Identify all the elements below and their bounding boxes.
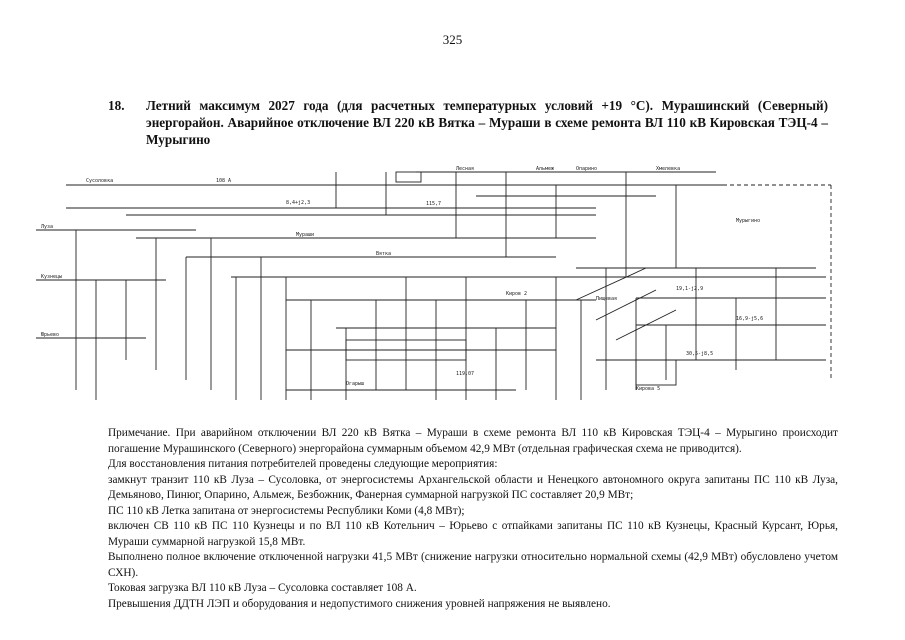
svg-text:30,5-j8,5: 30,5-j8,5 bbox=[686, 351, 714, 357]
note-paragraph: ПС 110 кВ Летка запитана от энергосистемы Республики Коми (4,8 МВт); bbox=[108, 504, 465, 517]
svg-text:Луза: Луза bbox=[41, 224, 54, 230]
svg-text:8,4+j2,3: 8,4+j2,3 bbox=[286, 200, 311, 206]
svg-text:Юрьево: Юрьево bbox=[41, 332, 60, 338]
svg-text:Альмеж: Альмеж bbox=[536, 166, 555, 172]
svg-text:Лесная: Лесная bbox=[456, 166, 475, 172]
svg-text:119,07: 119,07 bbox=[456, 371, 475, 377]
svg-text:115,7: 115,7 bbox=[426, 201, 442, 207]
note-paragraph: Превышения ДДТН ЛЭП и оборудования и недопустимого снижения уровней напряжения не выявлено. bbox=[108, 597, 611, 610]
svg-text:Кузнецы: Кузнецы bbox=[41, 274, 63, 280]
note-paragraph: Токовая загрузка ВЛ 110 кВ Луза – Сусоловка составляет 108 А. bbox=[108, 582, 417, 594]
svg-text:Пищевая: Пищевая bbox=[596, 296, 618, 302]
svg-text:Вятка: Вятка bbox=[376, 251, 392, 257]
note-paragraph: Выполнено полное включение отключенной нагрузки 41,5 МВт (снижение нагрузки относительно нормальной схемы (42,9 МВт) обусловлено учетом СХН). bbox=[108, 551, 838, 579]
svg-text:108 А: 108 А bbox=[216, 178, 232, 184]
svg-text:Мурыгино: Мурыгино bbox=[736, 218, 761, 224]
section-title: Летний максимум 2027 года (для расчетных температурных условий +19 °С). Мурашинский (Северный) энергорайон. Аварийное отключение ВЛ 220 кВ Вятка – Мураши в схеме ремонта ВЛ 110 кВ Кировская ТЭЦ-4 – Мурыгино bbox=[146, 98, 828, 147]
svg-text:Мураши: Мураши bbox=[296, 232, 315, 238]
svg-text:16,9-j5,6: 16,9-j5,6 bbox=[736, 316, 764, 322]
power-grid-schematic bbox=[36, 160, 836, 418]
svg-text:19,1-j2,9: 19,1-j2,9 bbox=[676, 286, 704, 292]
svg-text:Огарыш: Огарыш bbox=[346, 381, 365, 387]
section-number: 18. bbox=[108, 98, 125, 113]
note-paragraph: Для восстановления питания потребителей проведены следующие мероприятия: bbox=[108, 458, 498, 470]
note-paragraph: Примечание. При аварийном отключении ВЛ 220 кВ Вятка – Мураши в схеме ремонта ВЛ 110 кВ Кировская ТЭЦ-4 – Мурыгино происходит погашение Мурашинского (Северного) энергорайона суммарным объемом 42,9 МВт (отдельная графическая схема не приводится). bbox=[108, 427, 838, 455]
svg-text:Сусоловка: Сусоловка bbox=[86, 178, 114, 184]
svg-text:Хмелевка: Хмелевка bbox=[656, 166, 681, 172]
svg-text:Киров 2: Киров 2 bbox=[506, 291, 528, 297]
svg-text:Опарино: Опарино bbox=[576, 166, 598, 172]
svg-text:Кирова 5: Кирова 5 bbox=[636, 386, 661, 392]
notes-block bbox=[108, 426, 838, 612]
page-number: 325 bbox=[442, 32, 463, 47]
note-paragraph: включен СВ 110 кВ ПС 110 Кузнецы и по ВЛ 110 кВ Котельнич – Юрьево с отпайками запитаны ПС 110 кВ Кузнецы, Красный Курсант, Юрья, Мураши суммарной нагрузкой 15,8 МВт. bbox=[108, 520, 838, 548]
note-paragraph: замкнут транзит 110 кВ Луза – Сусоловка, от энергосистемы Архангельской области и Ненецкого автономного округа запитаны ПС 110 кВ Луза, Демьяново, Пинюг, Опарино, Альмеж, Безбожник, Фанерная суммарной нагрузкой ПС составляет 20,9 МВт; bbox=[108, 473, 838, 501]
